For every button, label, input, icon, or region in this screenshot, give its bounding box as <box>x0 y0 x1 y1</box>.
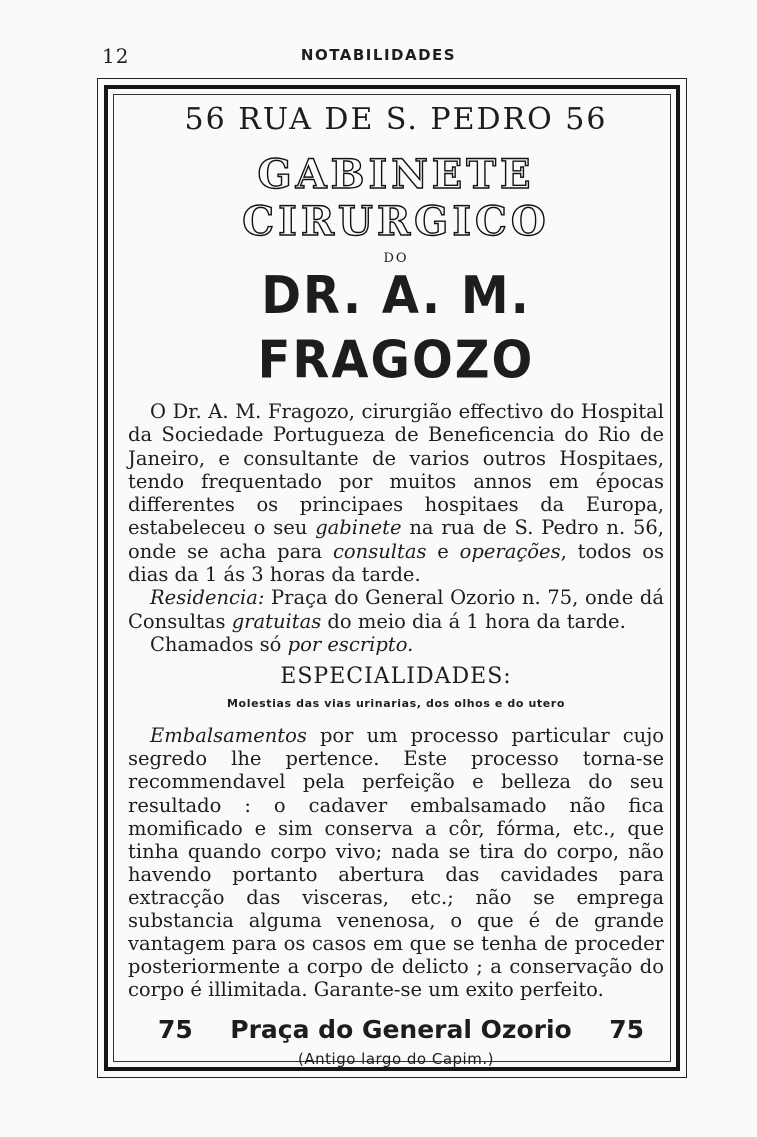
cabinet-title: GABINETE CIRURGICO <box>242 151 550 245</box>
address-line: 56 RUA DE S. PEDRO 56 <box>184 102 608 137</box>
residence-paragraph: Residencia: Praça do General Ozorio n. 75, onde dá Consultas gratuitas do meio dia á 1 hora da tarde. <box>128 586 664 633</box>
footer-place: Praça do General Ozorio <box>230 1015 572 1045</box>
running-title: NOTABILIDADES <box>300 46 457 64</box>
specialties-list: Molestias das vias urinarias, dos olhos e do utero <box>227 697 565 711</box>
specialties-title: ESPECIALIDADES: <box>280 664 512 690</box>
intro-paragraph: O Dr. A. M. Fragozo, cirurgião effectivo do Hospital da Sociedade Portugueza de Beneficencia do Rio de Janeiro, e consultante de varios outros Hospitaes, tendo frequentado por muitos annos em épocas differentes os principaes hospitaes da Europa, estabeleceu o seu gabinete na rua de S. Pedro n. 56, onde se acha para consultas e operações, todos os dias da 1 ás 3 horas da tarde. <box>128 400 665 587</box>
doctor-name: DR. A. M. FRAGOZO <box>257 265 535 391</box>
embalming-paragraph: Embalsamentos por um processo particular cujo segredo lhe pertence. Este processo torna-se recommendavel pela perfeição e belleza do seu resultado : o cadaver embalsamado não fica momificado e sim conserva a côr, fórma, etc., que tinha quando corpo vivo; nada se tira do corpo, não havendo portanto abertura das cavidades para extracção das visceras, etc.; não se emprega substancia alguma venenosa, o que é de grande vantagem para os casos em que se tenha de proceder posteriormente a corpo de delicto ; a conservação do corpo é illimitada. Garante-se um exito perfeito. <box>128 724 664 1002</box>
footer-number-right: 75 <box>609 1015 644 1045</box>
embalming-label: Embalsamentos <box>150 724 307 748</box>
footer-note: (Antigo largo do Capim.) <box>298 1050 494 1069</box>
advertisement <box>128 100 664 1068</box>
footer-address <box>128 1015 664 1044</box>
calls-paragraph: Chamados só por escripto. <box>150 632 414 656</box>
residence-label: Residencia: <box>150 586 265 610</box>
page-header <box>0 44 757 70</box>
footer-number-left: 75 <box>158 1015 193 1045</box>
page-number: 12 <box>102 44 130 68</box>
do-word: DO <box>383 251 409 266</box>
